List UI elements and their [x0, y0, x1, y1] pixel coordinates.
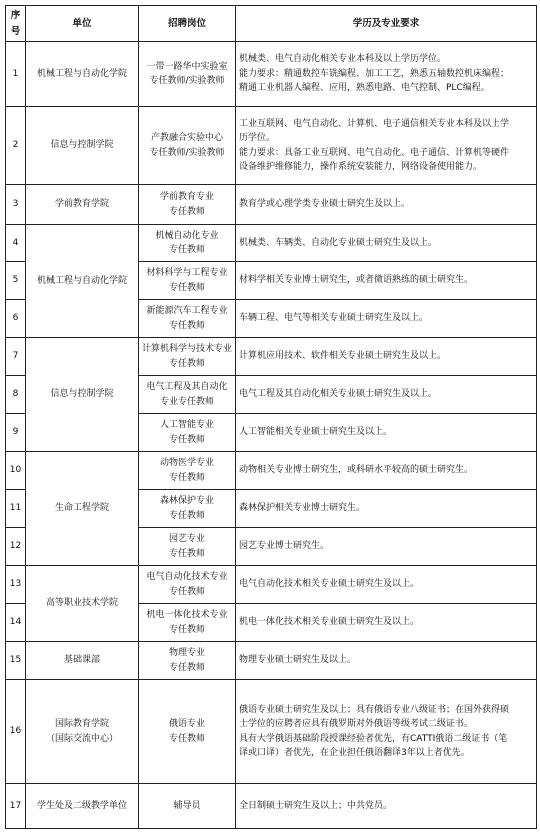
position-cell: 辅导员: [139, 784, 236, 829]
unit-cell: 机械工程与自动化学院: [26, 42, 139, 107]
position-cell: 学前教育专业 专任教师: [139, 185, 236, 225]
requirement-cell: 人工智能相关专业硕士研究生及以上。: [236, 414, 537, 452]
requirement-cell: 全日制硕士研究生及以上；中共党员。: [236, 784, 537, 829]
requirement-cell: 俄语专业硕士研究生及以上；具有俄语专业八级证书；在国外获得硕 士学位的应聘者应具有俄罗斯对外俄语等级考试二级证书。 具有大学俄语基础阶段授课经验者优先，有CATTI俄语二级证书（笔 译或口译）者优先，在企业担任俄语翻译3年以上者优先。: [236, 680, 537, 784]
row-number: 6: [6, 300, 26, 338]
table-row: [6, 566, 537, 604]
requirement-cell: 动物相关专业博士研究生，或科研水平较高的硕士研究生。: [236, 452, 537, 490]
unit-cell: 基础课部: [26, 642, 139, 680]
position-cell: 俄语专业 专任教师: [139, 680, 236, 784]
table-row: [6, 642, 537, 680]
table-row: [6, 680, 537, 784]
requirement-cell: 电气工程及其自动化相关专业硕士研究生及以上。: [236, 376, 537, 414]
position-cell: 机械自动化专业 专任教师: [139, 225, 236, 262]
position-cell: 动物医学专业 专任教师: [139, 452, 236, 490]
unit-cell: 学前教育学院: [26, 185, 139, 225]
requirement-cell: 车辆工程、电气等相关专业硕士研究生及以上。: [236, 300, 537, 338]
requirement-cell: 工业互联网、电气自动化、计算机、电子通信相关专业本科及以上学 历学位。 能力要求：具备工业互联网、电气自动化、电子通信、计算机等硬件 设备维护维修能力，操作系统安装能力，网络设备使用能力。: [236, 107, 537, 185]
header-no: 序 号: [6, 6, 26, 42]
unit-cell: 生命工程学院: [26, 452, 139, 566]
row-number: 1: [6, 42, 26, 107]
row-number: 16: [6, 680, 26, 784]
requirement-cell: 机械类、电气自动化相关专业本科及以上学历学位。 能力要求：精通数控车铣编程、加工工艺，熟悉五轴数控机床编程； 精通工业机器人编程、应用，熟悉电路、电气控制、PLC编程。: [236, 42, 537, 107]
row-number: 2: [6, 107, 26, 185]
position-cell: 电气自动化技术专业 专任教师: [139, 566, 236, 604]
unit-cell: 学生处及二级教学单位: [26, 784, 139, 829]
header-position: 招聘岗位: [139, 6, 236, 42]
row-number: 15: [6, 642, 26, 680]
unit-cell: 信息与控制学院: [26, 107, 139, 185]
header-row: [6, 6, 537, 42]
row-number: 5: [6, 262, 26, 300]
requirement-cell: 机电一体化技术相关专业硕士研究生及以上。: [236, 604, 537, 642]
unit-cell: 机械工程与自动化学院: [26, 225, 139, 338]
recruitment-table: [5, 5, 537, 829]
unit-cell: 高等职业技术学院: [26, 566, 139, 642]
requirement-cell: 森林保护相关专业博士研究生。: [236, 490, 537, 528]
position-cell: 一带一路华中实验室 专任教师/实验教师: [139, 42, 236, 107]
table-row: [6, 225, 537, 262]
table-row: [6, 784, 537, 829]
requirement-cell: 物理专业硕士研究生及以上。: [236, 642, 537, 680]
requirement-cell: 计算机应用技术、软件相关专业硕士研究生及以上。: [236, 338, 537, 376]
row-number: 10: [6, 452, 26, 490]
unit-cell: 国际教育学院 （国际交流中心）: [26, 680, 139, 784]
position-cell: 人工智能专业 专任教师: [139, 414, 236, 452]
position-cell: 电气工程及其自动化 专业专任教师: [139, 376, 236, 414]
header-requirement: 学历及专业要求: [236, 6, 537, 42]
unit-cell: 信息与控制学院: [26, 338, 139, 452]
position-cell: 机电一体化技术专业 专任教师: [139, 604, 236, 642]
header-unit: 单位: [26, 6, 139, 42]
row-number: 4: [6, 225, 26, 262]
position-cell: 材料科学与工程专业 专任教师: [139, 262, 236, 300]
requirement-cell: 材料学相关专业博士研究生，或者微语熟练的硕士研究生。: [236, 262, 537, 300]
row-number: 3: [6, 185, 26, 225]
position-cell: 产教融合实验中心 专任教师/实验教师: [139, 107, 236, 185]
row-number: 12: [6, 528, 26, 566]
position-cell: 新能源汽车工程专业 专任教师: [139, 300, 236, 338]
position-cell: 园艺专业 专任教师: [139, 528, 236, 566]
row-number: 11: [6, 490, 26, 528]
row-number: 9: [6, 414, 26, 452]
position-cell: 物理专业 专任教师: [139, 642, 236, 680]
table-row: [6, 185, 537, 225]
row-number: 14: [6, 604, 26, 642]
row-number: 8: [6, 376, 26, 414]
requirement-cell: 园艺专业博士研究生。: [236, 528, 537, 566]
requirement-cell: 电气自动化技术相关专业硕士研究生及以上。: [236, 566, 537, 604]
table-row: [6, 452, 537, 490]
table-row: [6, 338, 537, 376]
requirement-cell: 机械类、车辆类、自动化专业硕士研究生及以上。: [236, 225, 537, 262]
table-row: [6, 42, 537, 107]
position-cell: 计算机科学与技术专业 专任教师: [139, 338, 236, 376]
row-number: 13: [6, 566, 26, 604]
table-row: [6, 107, 537, 185]
position-cell: 森林保护专业 专任教师: [139, 490, 236, 528]
row-number: 7: [6, 338, 26, 376]
row-number: 17: [6, 784, 26, 829]
requirement-cell: 教育学或心理学类专业硕士研究生及以上。: [236, 185, 537, 225]
